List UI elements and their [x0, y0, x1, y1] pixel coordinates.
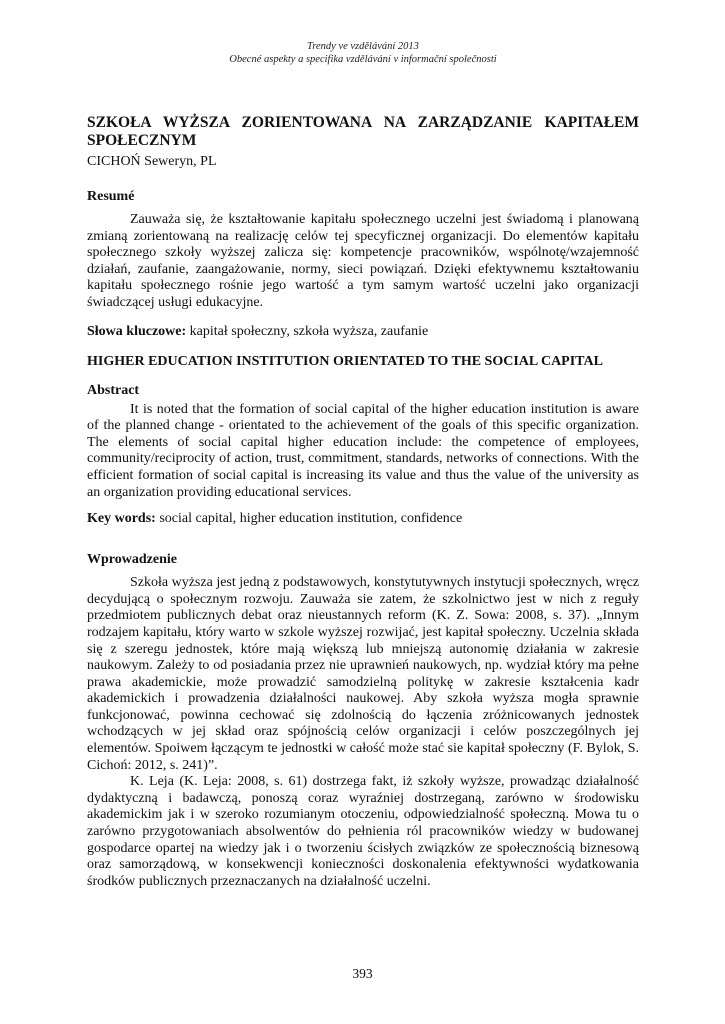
paper-title: SZKOŁA WYŻSZA ZORIENTOWANA NA ZARZĄDZANIE KAPITAŁEM SPOŁECZNYM — [87, 114, 639, 149]
abstract-text: It is noted that the formation of social capital of the higher education institution is aware of the planned change - orientated to the achievement of the goals of this specific organization. The elements of social capital higher education include: the competence of employees, community/reciprocity of action, trust, commitment, standards, networks of connections. With the efficient formation of social capital is increasing its value and thus the value of the university as an organization providing educational services. — [87, 401, 639, 500]
header-line-2: Obecné aspekty a specifika vzdělávání v informační společnosti — [229, 54, 497, 65]
keywords-en-text: social capital, higher education institution, confidence — [155, 511, 463, 527]
keywords-pl-label: Słowa kluczowe: — [87, 323, 187, 339]
intro-paragraph-1: Szkoła wyższa jest jedną z podstawowych, konstytutywnych instytucji społecznych, wręcz decydującą o społecznym rozwoju. Zauważa sie zatem, że szkolnictwo jest w nich z reguły przedmiotem publicznych debat oraz nieustannych reform (K. Z. Sowa: 2008, s. 37). „Innym rodzajem kapitału, który warto w szkole wyższej rozwijać, jest kapitał społeczny. Uczelnia składa się z szeregu jednostek, które mają większą lub mniejszą autonomię działania w zakresie naukowym. Zależy to od posiadania przez nie uprawnień naukowych, np. wydział który ma pełne prawa akademickie, może prowadzić samodzielną politykę w zakresie kształcenia kadr akademickich i prowadzenia działalności naukowej. Aby szkoła wyższa mogła sprawnie funkcjonować, powinna cechować się zdolnością do łączenia zróżnicowanych jednostek wchodzących w jej skład oraz spójnością celów organizacji i celów poszczególnych jej elementów. Spoiwem łączącym te jednostki w całość może stać sie kapitał społeczny (F. Bylok, S. Cichoń: 2012, s. 241)”. — [87, 575, 639, 773]
running-header — [87, 40, 639, 66]
intro-heading: Wprowadzenie — [87, 552, 177, 568]
keywords-en — [87, 510, 639, 527]
page — [87, 40, 639, 890]
abstract-heading: Abstract — [87, 382, 140, 398]
header-line-1: Trendy ve vzdělávání 2013 — [307, 41, 419, 52]
author-line: CICHOŃ Seweryn, PL — [87, 154, 217, 169]
intro-paragraph-2: K. Leja (K. Leja: 2008, s. 61) dostrzega fakt, iż szkoły wyższe, prowadząc działalność dydaktyczną i badawczą, ponoszą coraz wyraźniej dostrzeganą, zarówno w środowisku akademickim jak i w szeroko rozumianym otoczeniu, odpowiedzialność społeczną. Mowa tu o zarówno przygotowaniach absolwentów do pełnienia ról pracowników wiedzy w budowanej gospodarce opartej na wiedzy jak i o tworzeniu ścisłych związków ze społecznością biznesową oraz samorządową, w konsekwencji konieczności doskonalenia efektywności wydatkowania środków publicznych przeznaczanych na działalność uczelni. — [87, 774, 639, 889]
page-number: 393 — [352, 966, 373, 981]
english-title: HIGHER EDUCATION INSTITUTION ORIENTATED TO THE SOCIAL CAPITAL — [87, 353, 603, 369]
resume-text: Zauważa się, że kształtowanie kapitału społecznego uczelni jest świadomą i planowaną zmianą zorientowaną na realizację celów tej specyficznej organizacji. Do elementów kapitału społecznego szkoły wyższej zalicza się: kompetencje pracowników, wspólnotę/wzajemność działań, zaufanie, zaangażowanie, normy, sieci powiązań. Dzięki efektywnemu kształtowaniu kapitału społecznego rośnie jego wartość a tym samym wartość uczelni jako organizacji świadczącej usługi edukacyjne. — [87, 212, 639, 310]
keywords-pl-text: kapitał społeczny, szkoła wyższa, zaufanie — [186, 323, 429, 339]
keywords-en-label: Key words: — [87, 511, 156, 527]
keywords-pl — [87, 323, 639, 340]
resume-heading: Resumé — [87, 189, 135, 204]
